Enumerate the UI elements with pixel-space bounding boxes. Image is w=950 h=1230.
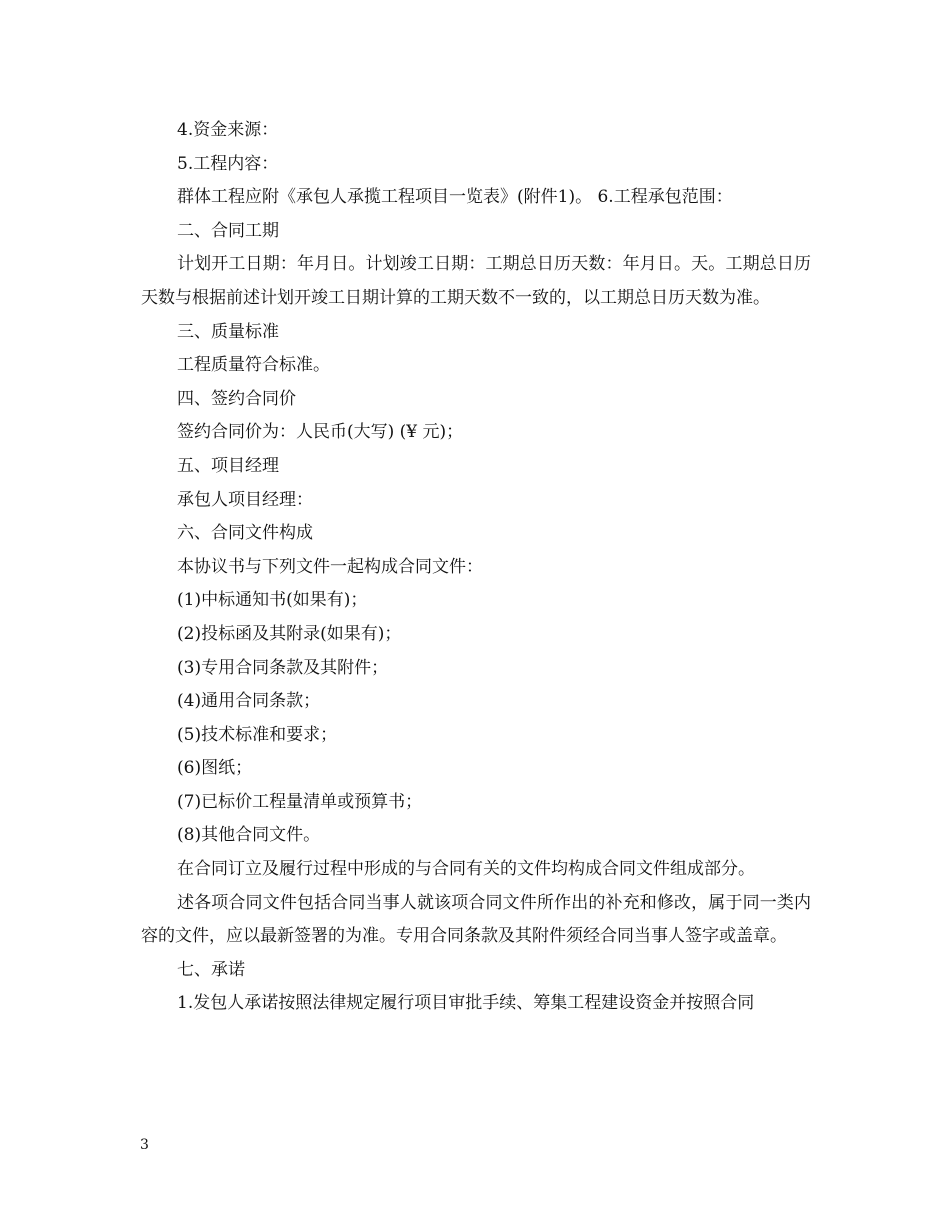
page-number: 3	[140, 1137, 149, 1153]
paragraph-project-manager: 承包人项目经理：	[177, 489, 313, 510]
paragraph-documents-composition: 在合同订立及履行过程中形成的与合同有关的文件均构成合同文件组成部分。	[177, 859, 755, 880]
section-heading-commitments: 七、承诺	[177, 959, 245, 980]
list-item-document-7: (7)已标价工程量清单或预算书；	[177, 791, 423, 812]
section-heading-contract-period: 二、合同工期	[177, 220, 279, 241]
paragraph-contract-price: 签约合同价为：人民币(大写) (¥ 元)；	[177, 422, 464, 443]
paragraph-project-content: 5.工程内容：	[177, 153, 279, 174]
list-item-document-8: (8)其他合同文件。	[177, 825, 321, 846]
list-item-document-5: (5)技术标准和要求；	[177, 724, 338, 745]
list-item-document-1: (1)中标通知书(如果有)；	[177, 590, 368, 611]
section-heading-project-manager: 五、项目经理	[177, 455, 279, 476]
paragraph-contract-documents-intro: 本协议书与下列文件一起构成合同文件：	[177, 556, 483, 577]
paragraph-project-scope: 群体工程应附《承包人承揽工程项目一览表》(附件1)。 6.工程承包范围：	[177, 187, 733, 208]
paragraph-documents-priority: 述各项合同文件包括合同当事人就该项合同文件所作出的补充和修改，属于同一类内容的文件，应以最新签署的为准。专用合同条款及其附件须经合同当事人签字或盖章。	[141, 892, 811, 947]
paragraph-contract-period: 计划开工日期：年月日。计划竣工日期：工期总日历天数：年月日。天。工期总日历天数与根据前述计划开竣工日期计算的工期天数不一致的，以工期总日历天数为准。	[141, 254, 811, 308]
list-item-document-3: (3)专用合同条款及其附件；	[177, 657, 389, 678]
list-item-document-4: (4)通用合同条款；	[177, 691, 321, 712]
section-heading-contract-price: 四、签约合同价	[177, 388, 296, 409]
list-item-document-6: (6)图纸；	[177, 758, 253, 779]
paragraph-funding-source: 4.资金来源：	[177, 120, 279, 140]
section-heading-contract-documents: 六、合同文件构成	[177, 523, 313, 544]
paragraph-quality-standard: 工程质量符合标准。	[177, 355, 330, 376]
section-heading-quality-standard: 三、质量标准	[177, 321, 279, 342]
paragraph-commitment-1: 1.发包人承诺按照法律规定履行项目审批手续、筹集工程建设资金并按照合同	[177, 993, 755, 1014]
list-item-document-2: (2)投标函及其附录(如果有)；	[177, 623, 402, 644]
document-body	[141, 114, 811, 1021]
